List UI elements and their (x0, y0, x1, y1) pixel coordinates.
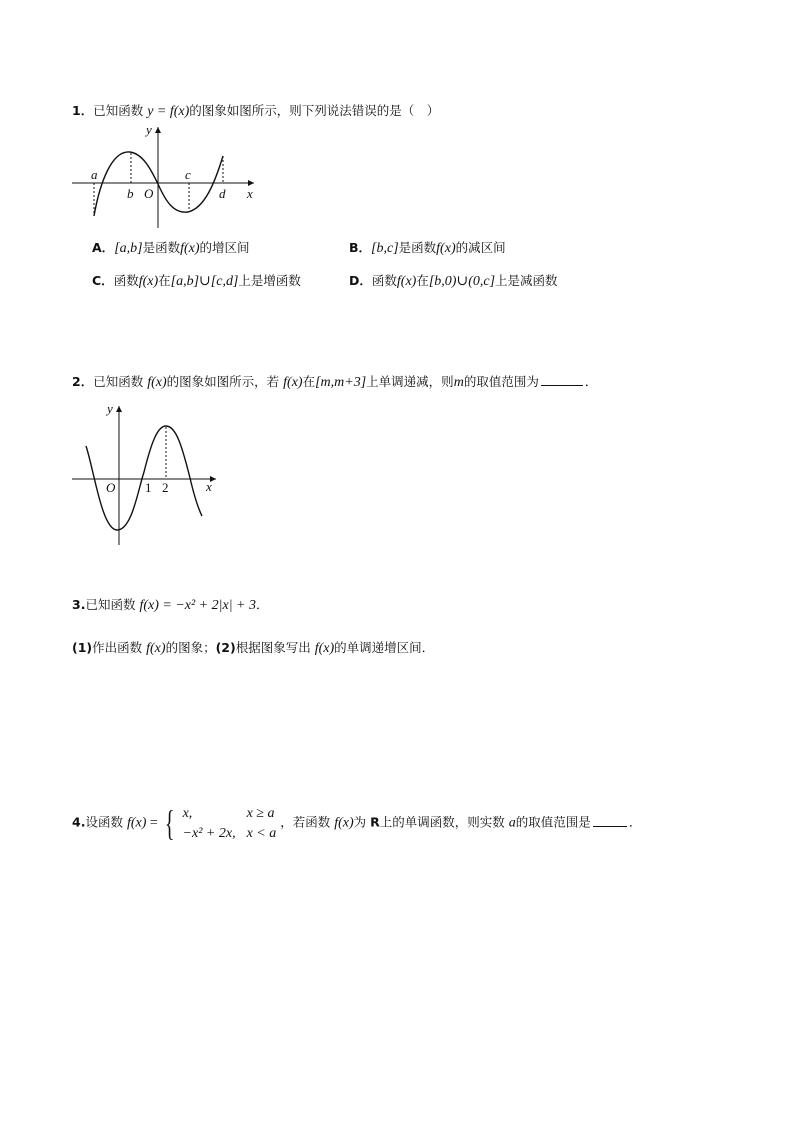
q2-stem: 2．已知函数 f(x)的图象如图所示，若 f(x)在[m,m+3]上单调递减，则m的取值范围为 ． (72, 374, 598, 390)
q2-origin-label: O (106, 480, 116, 495)
q3-stem: 3.已知函数 f(x) = −x² + 2|x| + 3． (72, 597, 269, 613)
q1-point-c: c (185, 167, 191, 182)
q1-point-b: b (127, 186, 134, 201)
q3-formula: f(x) = −x² + 2|x| + 3 (139, 598, 256, 613)
q3-number: 3. (72, 597, 86, 612)
q1-option-d[interactable]: D．函数f(x)在[b,0)∪(0,c]上是减函数 (349, 273, 558, 289)
q2-graph (70, 400, 230, 548)
q2-tick-1: 1 (145, 480, 152, 495)
q1-point-a: a (91, 167, 98, 182)
q2-y-label: y (107, 401, 113, 416)
q2-interval: [m,m+3] (315, 375, 367, 390)
q2-tick-2: 2 (162, 480, 169, 495)
q2-number: 2． (72, 374, 94, 389)
q1-stem: 1．已知函数 y = f(x)的图象如图所示，则下列说法错误的是（ ） (72, 103, 440, 119)
q1-option-b[interactable]: B．[b,c]是函数f(x)的减区间 (349, 240, 506, 256)
q1-option-a[interactable]: A．[a,b]是函数f(x)的增区间 (92, 240, 250, 256)
q2-x-label: x (206, 479, 212, 494)
q4-stem: 4.设函数 f(x) = { x, x ≥ a −x² + 2x, x < a ，若函数 f(x)为 R上的单调函数，则实数 a的取值范围是 ． (72, 803, 642, 843)
q1-number: 1． (72, 103, 94, 118)
q2-answer-blank[interactable] (541, 375, 583, 386)
q1-origin-label: O (144, 186, 154, 201)
q1-point-d: d (219, 186, 226, 201)
q4-brace: { (165, 803, 175, 843)
q1-option-c[interactable]: C．函数f(x)在[a,b]∪[c,d]上是增函数 (92, 273, 301, 289)
q1-graph (70, 122, 270, 232)
q4-piecewise: x, x ≥ a −x² + 2x, x < a (182, 806, 277, 841)
q4-number: 4. (72, 814, 86, 830)
q3-parts: (1)作出函数 f(x)的图象；(2)根据图象写出 f(x)的单调递增区间． (72, 640, 435, 656)
q2-curve (86, 426, 202, 530)
q1-x-label: x (247, 186, 253, 201)
q1-function: y = f(x) (147, 104, 190, 119)
q1-y-label: y (146, 122, 152, 137)
q4-answer-blank[interactable] (593, 816, 627, 827)
